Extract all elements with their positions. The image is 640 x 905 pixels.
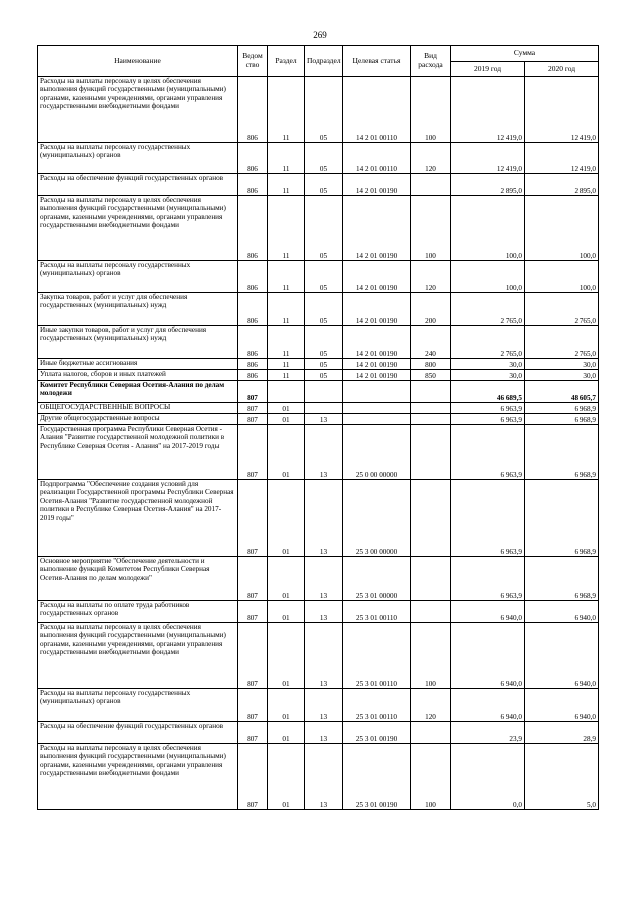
cell-subsection: 05 bbox=[305, 293, 343, 326]
table-row bbox=[38, 557, 599, 601]
cell-target-article: 14 2 01 00190 bbox=[343, 326, 411, 359]
header-year-2019: 2019 год bbox=[451, 62, 525, 77]
cell-name: Расходы на выплаты по оплате труда работников государственных органов bbox=[38, 601, 238, 623]
table-row bbox=[38, 196, 599, 261]
table-row bbox=[38, 293, 599, 326]
cell-sum-2019: 100,0 bbox=[451, 196, 525, 261]
cell-section: 01 bbox=[268, 557, 305, 601]
cell-target-article: 14 2 01 00190 bbox=[343, 196, 411, 261]
cell-target-article: 25 3 00 00000 bbox=[343, 480, 411, 557]
cell-sum-2020: 100,0 bbox=[525, 196, 599, 261]
cell-subsection: 05 bbox=[305, 261, 343, 293]
cell-sum-2019: 6 963,9 bbox=[451, 414, 525, 425]
cell-expense-type bbox=[411, 480, 451, 557]
cell-name: Государственная программа Республики Северная Осетия - Алания "Развитие государственной молодежной политики в Республике Северная Осетия - Алания" на 2017-2019 годы bbox=[38, 425, 238, 480]
cell-sum-2020: 48 605,7 bbox=[525, 381, 599, 403]
cell-subsection: 13 bbox=[305, 557, 343, 601]
cell-name: Расходы на выплаты персоналу государственных (муниципальных) органов bbox=[38, 143, 238, 174]
cell-expense-type bbox=[411, 557, 451, 601]
cell-name: Расходы на выплаты персоналу государственных (муниципальных) органов bbox=[38, 689, 238, 722]
cell-sum-2019: 6 940,0 bbox=[451, 623, 525, 689]
cell-expense-type: 100 bbox=[411, 77, 451, 143]
cell-subsection: 13 bbox=[305, 601, 343, 623]
cell-sum-2020: 6 968,9 bbox=[525, 403, 599, 414]
cell-expense-type: 120 bbox=[411, 261, 451, 293]
table-row bbox=[38, 326, 599, 359]
cell-target-article: 14 2 01 00190 bbox=[343, 370, 411, 381]
cell-target-article: 25 3 01 00110 bbox=[343, 689, 411, 722]
cell-sum-2019: 23,9 bbox=[451, 722, 525, 744]
cell-name: Уплата налогов, сборов и иных платежей bbox=[38, 370, 238, 381]
cell-name: Иные бюджетные ассигнования bbox=[38, 359, 238, 370]
cell-expense-type: 240 bbox=[411, 326, 451, 359]
cell-sum-2019: 100,0 bbox=[451, 261, 525, 293]
cell-subsection: 13 bbox=[305, 414, 343, 425]
cell-sum-2019: 46 689,5 bbox=[451, 381, 525, 403]
cell-subsection: 05 bbox=[305, 143, 343, 174]
cell-expense-type: 200 bbox=[411, 293, 451, 326]
cell-subsection bbox=[305, 403, 343, 414]
cell-ministry: 806 bbox=[238, 326, 268, 359]
cell-target-article: 14 2 01 00110 bbox=[343, 77, 411, 143]
cell-target-article bbox=[343, 403, 411, 414]
cell-section: 01 bbox=[268, 744, 305, 810]
table-row bbox=[38, 381, 599, 403]
table-row bbox=[38, 370, 599, 381]
cell-name: Расходы на выплаты персоналу в целях обеспечения выполнения функций государственными (муниципальными) органами, казенными учреждениями, органами управления государственными внебюджетными фондами bbox=[38, 744, 238, 810]
cell-sum-2019: 6 963,9 bbox=[451, 557, 525, 601]
cell-subsection bbox=[305, 381, 343, 403]
cell-name: Иные закупки товаров, работ и услуг для обеспечения государственных (муниципальных) нужд bbox=[38, 326, 238, 359]
cell-sum-2019: 12 419,0 bbox=[451, 77, 525, 143]
cell-name: Расходы на выплаты персоналу в целях обеспечения выполнения функций государственными (муниципальными) органами, казенными учреждениями, органами управления государственными внебюджетными фондами bbox=[38, 623, 238, 689]
cell-section: 01 bbox=[268, 480, 305, 557]
cell-sum-2020: 6 940,0 bbox=[525, 601, 599, 623]
cell-ministry: 807 bbox=[238, 722, 268, 744]
cell-ministry: 807 bbox=[238, 425, 268, 480]
cell-target-article: 14 2 01 00190 bbox=[343, 293, 411, 326]
cell-section: 11 bbox=[268, 77, 305, 143]
cell-sum-2020: 6 968,9 bbox=[525, 414, 599, 425]
cell-sum-2019: 12 419,0 bbox=[451, 143, 525, 174]
header-target-article: Целевая статья bbox=[343, 46, 411, 77]
table-row bbox=[38, 480, 599, 557]
cell-ministry: 806 bbox=[238, 359, 268, 370]
cell-name: Основное мероприятие "Обеспечение деятельности и выполнение функций Комитетом Республики Северная Осетия-Алания по делам молодежи" bbox=[38, 557, 238, 601]
cell-ministry: 806 bbox=[238, 77, 268, 143]
cell-target-article: 25 3 01 00110 bbox=[343, 623, 411, 689]
cell-sum-2020: 5,0 bbox=[525, 744, 599, 810]
cell-sum-2020: 6 940,0 bbox=[525, 623, 599, 689]
cell-target-article: 14 2 01 00190 bbox=[343, 261, 411, 293]
cell-name: Другие общегосударственные вопросы bbox=[38, 414, 238, 425]
cell-name: Подпрограмма "Обеспечение создания условий для реализации Государственной программы Республики Северная Осетия-Алания "Развитие государственной молодежной политики в Республике Северная Осетия-Алания" на 2017-2019 годы" bbox=[38, 480, 238, 557]
cell-target-article: 25 3 01 00000 bbox=[343, 557, 411, 601]
cell-expense-type: 800 bbox=[411, 359, 451, 370]
cell-sum-2020: 30,0 bbox=[525, 370, 599, 381]
cell-sum-2019: 6 940,0 bbox=[451, 689, 525, 722]
cell-sum-2020: 2 895,0 bbox=[525, 174, 599, 196]
cell-target-article: 25 3 01 00110 bbox=[343, 601, 411, 623]
cell-subsection: 13 bbox=[305, 722, 343, 744]
header-year-2020: 2020 год bbox=[525, 62, 599, 77]
cell-ministry: 806 bbox=[238, 174, 268, 196]
header-name: Наименование bbox=[38, 46, 238, 77]
cell-expense-type bbox=[411, 381, 451, 403]
cell-sum-2020: 30,0 bbox=[525, 359, 599, 370]
cell-section: 11 bbox=[268, 196, 305, 261]
cell-target-article: 25 3 01 00190 bbox=[343, 722, 411, 744]
cell-section: 01 bbox=[268, 689, 305, 722]
cell-subsection: 13 bbox=[305, 623, 343, 689]
cell-name: Расходы на обеспечение функций государственных органов bbox=[38, 722, 238, 744]
cell-sum-2020: 6 968,9 bbox=[525, 480, 599, 557]
table-row bbox=[38, 403, 599, 414]
cell-sum-2020: 100,0 bbox=[525, 261, 599, 293]
cell-expense-type bbox=[411, 414, 451, 425]
cell-section: 01 bbox=[268, 722, 305, 744]
table-row bbox=[38, 744, 599, 810]
cell-target-article: 25 3 01 00190 bbox=[343, 744, 411, 810]
cell-name: ОБЩЕГОСУДАРСТВЕННЫЕ ВОПРОСЫ bbox=[38, 403, 238, 414]
cell-name: Закупка товаров, работ и услуг для обеспечения государственных (муниципальных) нужд bbox=[38, 293, 238, 326]
cell-sum-2019: 6 940,0 bbox=[451, 601, 525, 623]
cell-subsection: 05 bbox=[305, 370, 343, 381]
cell-ministry: 807 bbox=[238, 689, 268, 722]
cell-sum-2020: 12 419,0 bbox=[525, 143, 599, 174]
cell-section: 01 bbox=[268, 601, 305, 623]
cell-ministry: 807 bbox=[238, 381, 268, 403]
budget-table bbox=[37, 45, 599, 810]
header-ministry: Ведом ство bbox=[238, 46, 268, 77]
cell-ministry: 806 bbox=[238, 293, 268, 326]
cell-subsection: 05 bbox=[305, 196, 343, 261]
cell-sum-2019: 2 765,0 bbox=[451, 326, 525, 359]
cell-section: 01 bbox=[268, 403, 305, 414]
cell-name: Расходы на обеспечение функций государственных органов bbox=[38, 174, 238, 196]
table-row bbox=[38, 425, 599, 480]
cell-subsection: 05 bbox=[305, 326, 343, 359]
header-expense-type: Вид расхода bbox=[411, 46, 451, 77]
table-row bbox=[38, 414, 599, 425]
cell-sum-2019: 6 963,9 bbox=[451, 425, 525, 480]
cell-expense-type: 120 bbox=[411, 689, 451, 722]
cell-sum-2020: 12 419,0 bbox=[525, 77, 599, 143]
header-section: Раздел bbox=[268, 46, 305, 77]
cell-section: 11 bbox=[268, 261, 305, 293]
cell-section: 11 bbox=[268, 174, 305, 196]
cell-ministry: 807 bbox=[238, 414, 268, 425]
cell-expense-type: 100 bbox=[411, 744, 451, 810]
cell-expense-type bbox=[411, 722, 451, 744]
cell-expense-type: 100 bbox=[411, 623, 451, 689]
cell-ministry: 807 bbox=[238, 403, 268, 414]
cell-name: Расходы на выплаты персоналу в целях обеспечения выполнения функций государственными (муниципальными) органами, казенными учреждениями, органами управления государственными внебюджетными фондами bbox=[38, 77, 238, 143]
cell-ministry: 807 bbox=[238, 744, 268, 810]
table-row bbox=[38, 77, 599, 143]
cell-sum-2020: 2 765,0 bbox=[525, 326, 599, 359]
cell-sum-2020: 6 968,9 bbox=[525, 425, 599, 480]
cell-sum-2019: 30,0 bbox=[451, 370, 525, 381]
table-row bbox=[38, 689, 599, 722]
cell-ministry: 806 bbox=[238, 370, 268, 381]
cell-section: 11 bbox=[268, 293, 305, 326]
cell-section: 11 bbox=[268, 143, 305, 174]
page-number: 269 bbox=[313, 30, 327, 40]
cell-sum-2019: 2 765,0 bbox=[451, 293, 525, 326]
cell-target-article: 14 2 01 00190 bbox=[343, 174, 411, 196]
cell-expense-type: 120 bbox=[411, 143, 451, 174]
cell-target-article bbox=[343, 381, 411, 403]
cell-sum-2019: 6 963,9 bbox=[451, 403, 525, 414]
table-row bbox=[38, 601, 599, 623]
cell-subsection: 05 bbox=[305, 174, 343, 196]
cell-name: Комитет Республики Северная Осетия-Алания по делам молодежи bbox=[38, 381, 238, 403]
cell-section bbox=[268, 381, 305, 403]
cell-section: 11 bbox=[268, 359, 305, 370]
table-row bbox=[38, 623, 599, 689]
cell-ministry: 806 bbox=[238, 196, 268, 261]
cell-expense-type: 850 bbox=[411, 370, 451, 381]
cell-ministry: 806 bbox=[238, 143, 268, 174]
cell-subsection: 13 bbox=[305, 689, 343, 722]
cell-sum-2020: 6 968,9 bbox=[525, 557, 599, 601]
table-row bbox=[38, 261, 599, 293]
cell-subsection: 13 bbox=[305, 425, 343, 480]
cell-ministry: 807 bbox=[238, 601, 268, 623]
cell-subsection: 05 bbox=[305, 77, 343, 143]
cell-ministry: 807 bbox=[238, 623, 268, 689]
cell-section: 11 bbox=[268, 326, 305, 359]
cell-ministry: 806 bbox=[238, 261, 268, 293]
cell-ministry: 807 bbox=[238, 557, 268, 601]
cell-target-article: 25 0 00 00000 bbox=[343, 425, 411, 480]
cell-expense-type bbox=[411, 601, 451, 623]
cell-sum-2020: 2 765,0 bbox=[525, 293, 599, 326]
table-body bbox=[38, 77, 599, 810]
cell-name: Расходы на выплаты персоналу государственных (муниципальных) органов bbox=[38, 261, 238, 293]
cell-subsection: 05 bbox=[305, 359, 343, 370]
cell-expense-type bbox=[411, 403, 451, 414]
cell-expense-type bbox=[411, 174, 451, 196]
table-row bbox=[38, 143, 599, 174]
header-sum: Сумма bbox=[451, 46, 599, 62]
cell-sum-2019: 6 963,9 bbox=[451, 480, 525, 557]
table-row bbox=[38, 359, 599, 370]
table-row bbox=[38, 174, 599, 196]
cell-section: 01 bbox=[268, 623, 305, 689]
cell-target-article: 14 2 01 00110 bbox=[343, 143, 411, 174]
cell-name: Расходы на выплаты персоналу в целях обеспечения выполнения функций государственными (муниципальными) органами, казенными учреждениями, органами управления государственными внебюджетными фондами bbox=[38, 196, 238, 261]
cell-section: 11 bbox=[268, 370, 305, 381]
cell-sum-2019: 2 895,0 bbox=[451, 174, 525, 196]
cell-sum-2019: 0,0 bbox=[451, 744, 525, 810]
cell-subsection: 13 bbox=[305, 480, 343, 557]
cell-sum-2020: 28,9 bbox=[525, 722, 599, 744]
cell-target-article bbox=[343, 414, 411, 425]
cell-section: 01 bbox=[268, 414, 305, 425]
cell-expense-type: 100 bbox=[411, 196, 451, 261]
cell-section: 01 bbox=[268, 425, 305, 480]
table-row bbox=[38, 722, 599, 744]
cell-target-article: 14 2 01 00190 bbox=[343, 359, 411, 370]
cell-subsection: 13 bbox=[305, 744, 343, 810]
cell-expense-type bbox=[411, 425, 451, 480]
header-subsection: Подраздел bbox=[305, 46, 343, 77]
cell-sum-2019: 30,0 bbox=[451, 359, 525, 370]
cell-sum-2020: 6 940,0 bbox=[525, 689, 599, 722]
cell-ministry: 807 bbox=[238, 480, 268, 557]
